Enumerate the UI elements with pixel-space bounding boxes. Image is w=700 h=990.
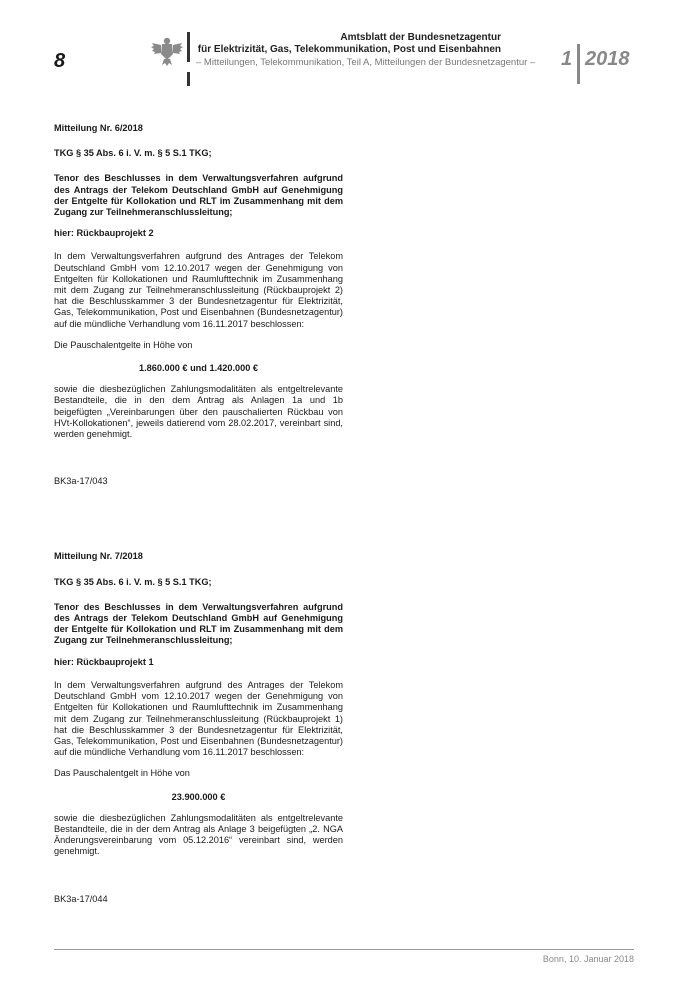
subject-line: hier: Rückbauprojekt 1 [54,656,154,667]
header-title-line1: Amtsblatt der Bundesnetzagentur [340,32,501,43]
amount-value: 1.860.000 € und 1.420.000 € [138,363,258,374]
mitteilung-title: Mitteilung Nr. 6/2018 [54,123,143,133]
page-number: 8 [54,50,66,72]
federal-eagle-icon [150,34,184,68]
issue-year: 2018 [585,48,630,70]
case-reference: BK3a-17/044 [54,893,108,904]
header-title [196,32,501,56]
header-subtitle: – Mitteilungen, Telekommunikation, Teil A, Mitteilungen der Bundesnetzagentur – [196,57,536,68]
mitteilung-6 [54,123,343,487]
decision-tail: sowie die diesbezüglichen Zahlungsmodalitäten als entgeltrelevante Bestandteile, die in der dem Antrag als Anlage 3 beigefügten „2. NGA Änderungsvereinbarung vom 05.12.2016“ vereinbart sind, werden genehmigt. [54,812,343,857]
main-column [54,123,343,905]
mitteilung-title: Mitteilung Nr. 7/2018 [54,551,143,562]
header-title-line2: für Elektrizität, Gas, Telekommunikation, Post und Eisenbahnen [197,44,501,55]
issue-number: 1 [561,48,573,70]
decision-tail: sowie die diesbezüglichen Zahlungsmodalitäten als entgeltrelevante Bestandteile, die in den dem Antrag als Anlagen 1a und 1b beigefügten „Vereinbarungen über den pauschalierten Rückbau von HVt-Kollokationen“, jeweils datierend vom 28.02.2017, vereinbart sind, werden genehmigt. [54,384,343,440]
issue-divider [577,44,580,84]
footer-date: Bonn, 10. Januar 2018 [542,954,634,964]
footer-divider [54,949,634,950]
decision-body: In dem Verwaltungsverfahren aufgrund des Antrages der Telekom Deutschland GmbH vom 12.10.2017 wegen der Genehmigung von Entgelten für Kollokationen und Raumlufttechnik im Zusammenhang mit dem Zugang zur Teilnehmeranschlussleitung (Rückbauprojekt 1) hat die Beschlusskammer 3 der Bundesnetzagentur für Elektrizität, Gas, Telekommunikation, Post und Eisenbahnen (Bundesnetzagentur) auf die mündliche Verhandlung vom 16.11.2017 beschlossen: [54,679,343,758]
tenor-heading: Tenor des Beschlusses in dem Verwaltungsverfahren aufgrund des Antrags der Telekom Deutschland GmbH auf Genehmigung der Entgelte für Kollokation und RLT im Zusammenhang mit dem Zugang zur Teilnehmeranschlussleitung; [54,601,343,646]
amount-value: 23.900.000 € [171,791,226,802]
header-divider [187,32,190,86]
amount-intro: Das Pauschalentgelt in Höhe von [54,768,190,779]
legal-basis: TKG § 35 Abs. 6 i. V. m. § 5 S.1 TKG; [54,148,212,159]
tenor-heading: Tenor des Beschlusses in dem Verwaltungsverfahren aufgrund des Antrags der Telekom Deutschland GmbH auf Genehmigung der Entgelte für Kollokation und RLT im Zusammenhang mit dem Zugang zur Teilnehmeranschlussleitung; [54,173,343,218]
amount-intro: Die Pauschalentgelte in Höhe von [54,339,193,350]
subject-line: hier: Rückbauprojekt 2 [54,228,154,239]
legal-basis: TKG § 35 Abs. 6 i. V. m. § 5 S.1 TKG; [54,576,212,587]
mitteilung-7 [54,551,343,904]
case-reference: BK3a-17/043 [54,476,108,487]
decision-body: In dem Verwaltungsverfahren aufgrund des Antrages der Telekom Deutschland GmbH vom 12.10.2017 wegen der Genehmigung von Entgelten für Kollokationen und Raumlufttechnik im Zusammenhang mit dem Zugang zur Teilnehmeranschlussleitung (Rückbauprojekt 2) hat die Beschlusskammer 3 der Bundesnetzagentur für Elektrizität, Gas, Telekommunikation, Post und Eisenbahnen (Bundesnetzagentur) auf die mündliche Verhandlung vom 16.11.2017 beschlossen: [54,251,343,329]
